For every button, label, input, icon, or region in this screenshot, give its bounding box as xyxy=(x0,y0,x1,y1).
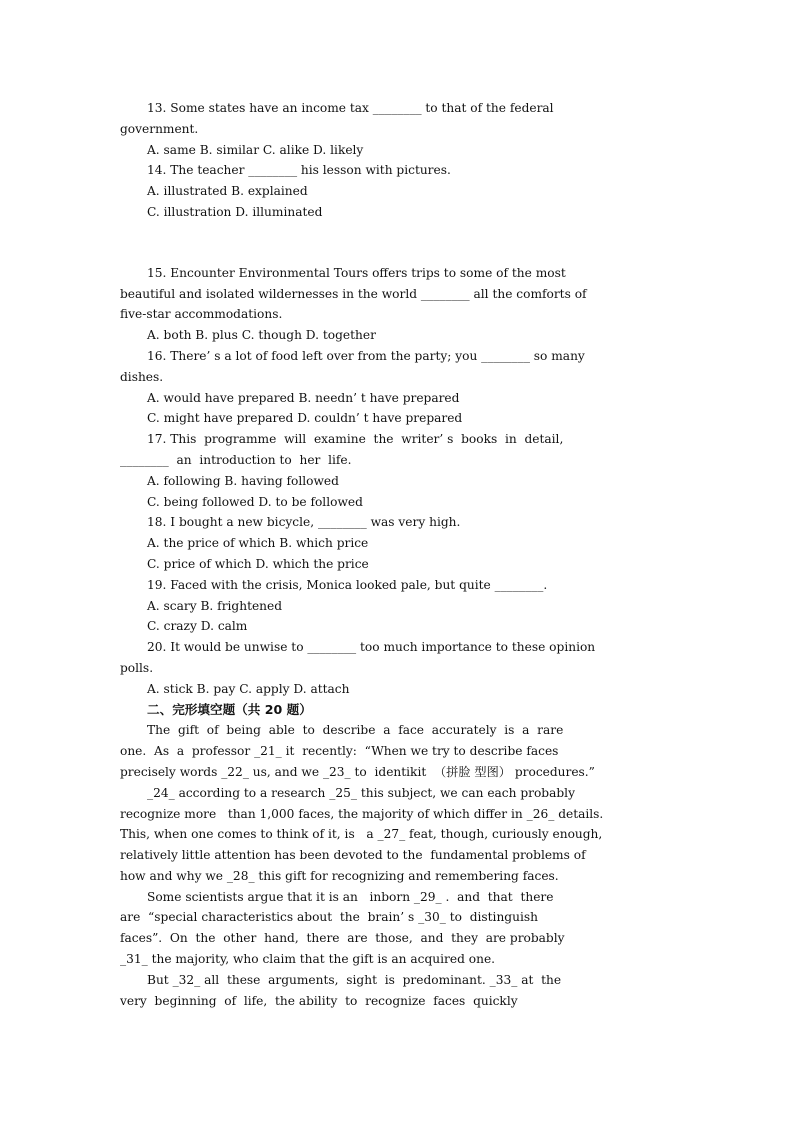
text-line: A. would have prepared B. needn’ t have prepared xyxy=(147,390,460,405)
text-line: A. both B. plus C. though D. together xyxy=(147,328,376,343)
text-line: A. the price of which B. which price xyxy=(147,536,369,551)
text-line: ________ an introduction to her life. xyxy=(120,452,352,467)
text-line: C. might have prepared D. couldn’ t have prepared xyxy=(147,411,463,426)
text-line: recognize more than 1,000 faces, the majority of which differ in _26_ details. xyxy=(120,806,604,821)
text-line: C. crazy D. calm xyxy=(147,619,248,634)
text-line: A. scary B. frightened xyxy=(147,598,283,613)
text-line: Some scientists argue that it is an inborn _29_ . and that there xyxy=(147,889,554,904)
text-line: how and why we _28_ this gift for recognizing and remembering faces. xyxy=(120,868,559,883)
text-line: _24_ according to a research _25_ this subject, we can each probably xyxy=(147,785,575,800)
text-line: C. price of which D. which the price xyxy=(147,556,369,571)
text-line: 17. This programme will examine the writer’ s books in detail, xyxy=(147,432,564,447)
text-line: polls. xyxy=(120,660,154,675)
document-page xyxy=(120,98,680,1011)
text-line: dishes. xyxy=(120,369,164,384)
text-line: _31_ the majority, who claim that the gift is an acquired one. xyxy=(120,952,496,967)
text-line: 14. The teacher ________ his lesson with pictures. xyxy=(147,163,451,178)
text-line: beautiful and isolated wildernesses in the world ________ all the comforts of xyxy=(120,286,587,301)
text-line: The gift of being able to describe a face accurately is a rare xyxy=(147,723,564,738)
text-line: 15. Encounter Environmental Tours offers trips to some of the most xyxy=(147,265,566,280)
text-line: very beginning of life, the ability to recognize faces quickly xyxy=(120,993,518,1008)
text-line: 16. There’ s a lot of food left over from the party; you ________ so many xyxy=(147,348,585,363)
text-line: A. stick B. pay C. apply D. attach xyxy=(147,681,350,696)
blank-gap xyxy=(120,223,680,263)
text-line: C. being followed D. to be followed xyxy=(147,494,363,509)
text-line: 13. Some states have an income tax ________ to that of the federal xyxy=(147,101,554,115)
text-line: precisely words _22_ us, and we _23_ to identikit （拼脸 型图） procedures.” xyxy=(120,764,595,779)
text-line: A. illustrated B. explained xyxy=(147,184,308,199)
text-line: are “special characteristics about the brain’ s _30_ to distinguish xyxy=(120,910,538,925)
text-line: A. following B. having followed xyxy=(147,473,339,488)
section-heading: 二、完形填空题（共 20 题） xyxy=(147,701,312,717)
text-line: faces”. On the other hand, there are those, and they are probably xyxy=(120,931,565,946)
text-line: But _32_ all these arguments, sight is predominant. _33_ at the xyxy=(147,972,562,987)
text-line: 20. It would be unwise to ________ too much importance to these opinion xyxy=(147,640,596,655)
text-line: A. same B. similar C. alike D. likely xyxy=(147,142,364,157)
text-line: one. As a professor _21_ it recently: “When we try to describe faces xyxy=(120,744,559,759)
text-line: 18. I bought a new bicycle, ________ was very high. xyxy=(147,515,461,530)
text-line: five-star accommodations. xyxy=(120,307,283,322)
text-line: relatively little attention has been devoted to the fundamental problems of xyxy=(120,848,586,863)
text-line: This, when one comes to think of it, is a _27_ feat, though, curiously enough, xyxy=(120,827,603,842)
text-line: 19. Faced with the crisis, Monica looked pale, but quite ________. xyxy=(147,577,548,592)
text-line: government. xyxy=(120,121,199,136)
text-line: C. illustration D. illuminated xyxy=(147,204,323,219)
